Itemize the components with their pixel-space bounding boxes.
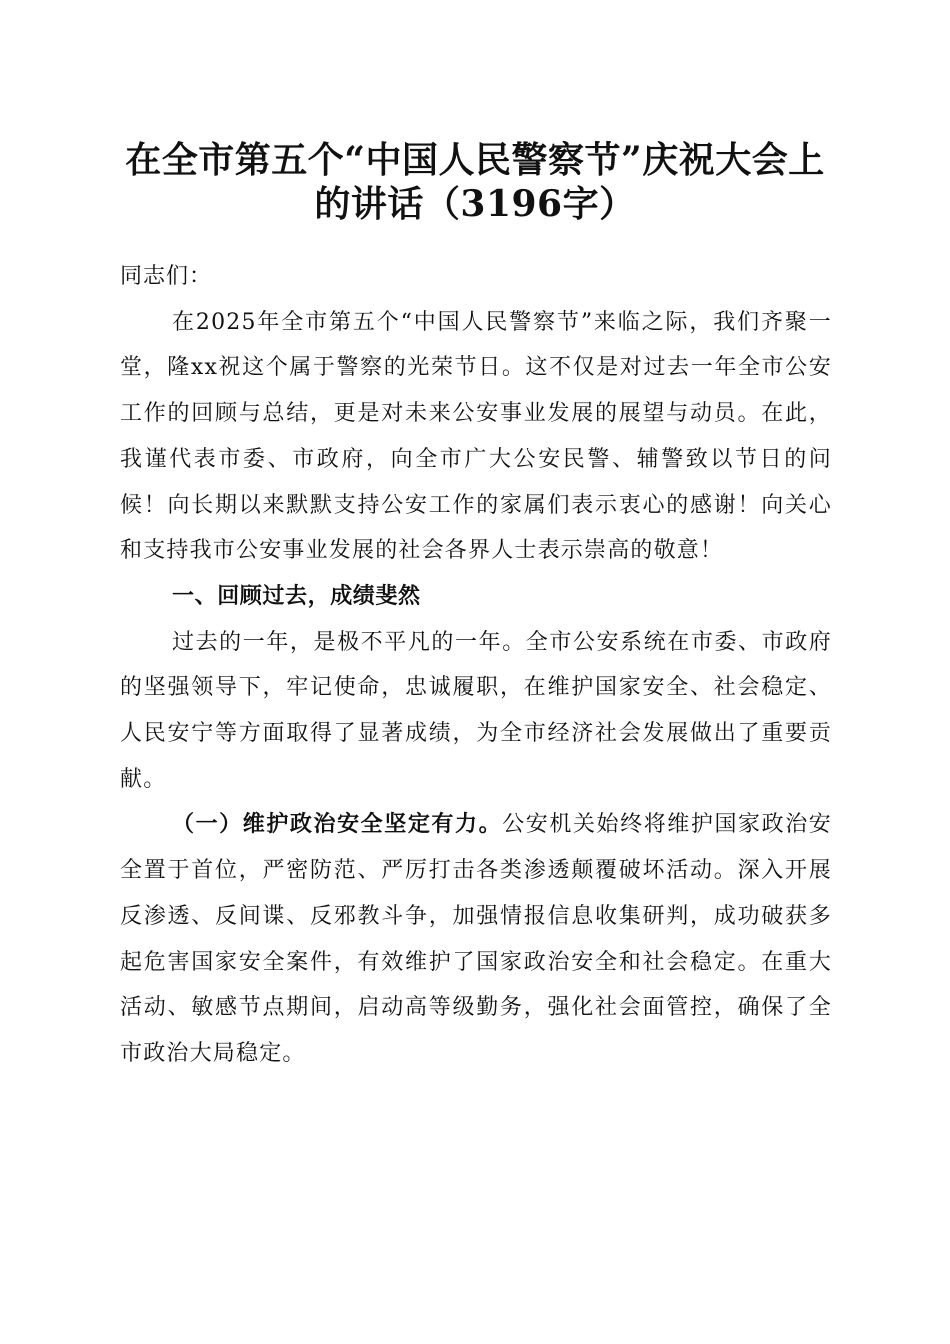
document-body bbox=[120, 254, 832, 1077]
subsection-1-body: 公安机关始终将维护国家政治安全置于首位，严密防范、严厉打击各类渗透颠覆破坏活动。深入开展反渗透、反间谍、反邪教斗争，加强情报信息收集研判，成功破获多起危害国家安全案件，有效维护了国家政治安全和社会稳定。在重大活动、敏感节点期间，启动高等级勤务，强化社会面管控，确保了全市政治大局稳定。 bbox=[120, 812, 832, 1066]
intro-paragraph: 在2025年全市第五个“中国人民警察节”来临之际，我们齐聚一堂，隆xx祝这个属于警察的光荣节日。这不仅是对过去一年全市公安工作的回顾与总结，更是对未来公安事业发展的展望与动员。在此，我谨代表市委、市政府，向全市广大公安民警、辅警致以节日的问候！向长期以来默默支持公安工作的家属们表示衷心的感谢！向关心和支持我市公安事业发展的社会各界人士表示崇高的敬意！ bbox=[120, 309, 832, 564]
document-title-line-1: 在全市第五个“中国人民警察节”庆祝大会上 bbox=[125, 139, 825, 181]
section-1-intro-paragraph: 过去的一年，是极不平凡的一年。全市公安系统在市委、市政府的坚强领导下，牢记使命，忠诚履职，在维护国家安全、社会稳定、人民安宁等方面取得了显著成绩，为全市经济社会发展做出了重要贡献。 bbox=[120, 629, 832, 792]
salutation: 同志们： bbox=[120, 264, 213, 289]
document-title-line-2: 的讲话（3196字） bbox=[314, 183, 636, 225]
subsection-1-paragraph bbox=[120, 802, 832, 1076]
subsection-1-title: （一）维护政治安全坚定有力。 bbox=[172, 811, 503, 838]
section-heading-1: 一、回顾过去，成绩斐然 bbox=[172, 583, 421, 609]
